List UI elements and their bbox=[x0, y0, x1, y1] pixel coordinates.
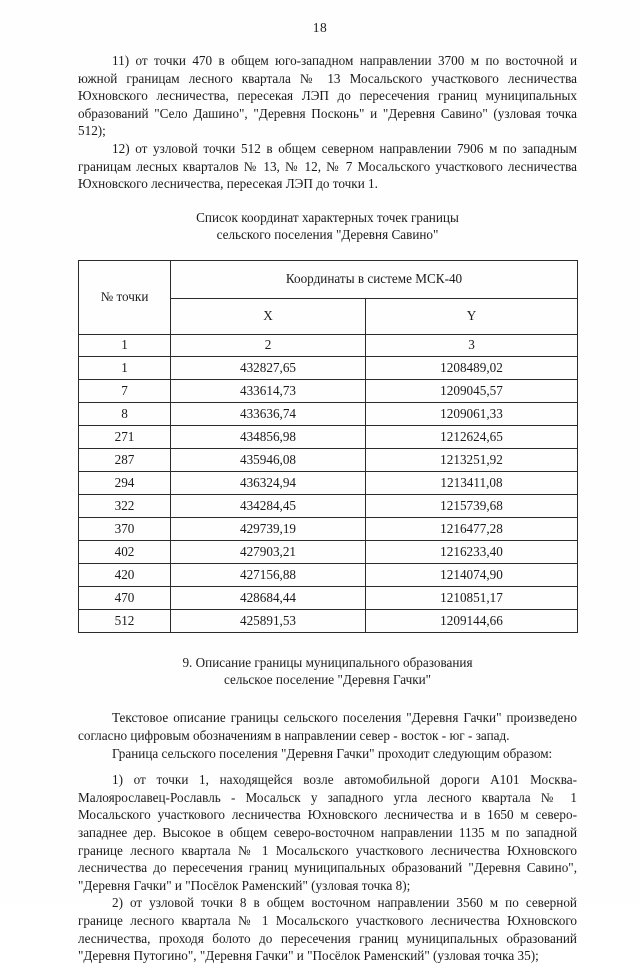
cell-y: 1213411,08 bbox=[366, 471, 578, 494]
cell-x: 433614,73 bbox=[171, 379, 366, 402]
cell-point-number: 370 bbox=[79, 517, 171, 540]
section-heading-line-2: сельское поселение "Деревня Гачки" bbox=[223, 671, 432, 687]
cell-point-number: 402 bbox=[79, 540, 171, 563]
cell-y: 1213251,92 bbox=[366, 448, 578, 471]
header-coordinate-group: Координаты в системе МСК-40 bbox=[171, 260, 578, 298]
section-heading-line-1: 9. Описание границы муниципального образования bbox=[182, 654, 473, 670]
table-body bbox=[79, 356, 578, 632]
column-number-2: 2 bbox=[171, 334, 366, 356]
cell-x: 433636,74 bbox=[171, 402, 366, 425]
page-content bbox=[78, 52, 577, 965]
paragraph-border-lead: Граница сельского поселения "Деревня Гачки" проходит следующим образом: bbox=[112, 745, 553, 761]
table-row bbox=[79, 517, 578, 540]
paragraph-item-2: 2) от узловой точки 8 в общем восточном направлении 3560 м по северной границе лесного квартала № 1 Мосальского участкового лесничества Юхновского лесничества, проходя болото до пересечения границ муниципальных образований "Деревня Путогино", "Деревня Гачки" и "Посёлок Раменский" (узловая точка 35); bbox=[78, 895, 577, 964]
spacer bbox=[78, 688, 577, 709]
table-row bbox=[79, 448, 578, 471]
cell-y: 1209144,66 bbox=[366, 609, 578, 632]
paragraph-item-11: 11) от точки 470 в общем юго-западном направлении 3700 м по восточной и южной границам лесного квартала № 13 Мосальского участкового лесничества Юхновского лесничества, пересекая ЛЭП до пересечения границ муниципальных образований "Село Дашино", "Деревня Посконь" и "Деревня Савино" (узловая точка 512); bbox=[78, 53, 577, 139]
table-row bbox=[79, 586, 578, 609]
cell-y: 1209061,33 bbox=[366, 402, 578, 425]
paragraph-intro-text: Текстовое описание границы сельского поселения "Деревня Гачки" произведено согласно цифровым обозначениям в направлении север - восток - юг - запад. bbox=[78, 710, 577, 743]
cell-x: 429739,19 bbox=[171, 517, 366, 540]
cell-y: 1216233,40 bbox=[366, 540, 578, 563]
cell-y: 1210851,17 bbox=[366, 586, 578, 609]
table-row bbox=[79, 425, 578, 448]
cell-x: 427903,21 bbox=[171, 540, 366, 563]
paragraph-item-1: 1) от точки 1, находящейся возле автомобильной дороги А101 Москва-Малоярославец-Рославль - Мосальск у западного угла лесного квартала № 1 Мосальского участкового лесничества Юхновского лесничества и в 1650 м северо-западнее дер. Высокое в общем северо-восточном направлении 1135 м по западной границе лесного квартала № 1 Мосальского участкового лесничества Юхновского лесничества до пересечения границ муниципальных образований "Деревня Савино", "Деревня Гачки" и "Посёлок Раменский" (узловая точка 8); bbox=[78, 772, 577, 893]
cell-x: 434284,45 bbox=[171, 494, 366, 517]
table-heading-line-1: Список координат характерных точек границы bbox=[196, 209, 459, 225]
cell-x: 425891,53 bbox=[171, 609, 366, 632]
coordinates-table bbox=[78, 260, 578, 633]
cell-y: 1208489,02 bbox=[366, 356, 578, 379]
cell-x: 436324,94 bbox=[171, 471, 366, 494]
cell-y: 1214074,90 bbox=[366, 563, 578, 586]
cell-point-number: 8 bbox=[79, 402, 171, 425]
spacer bbox=[78, 244, 577, 260]
cell-point-number: 294 bbox=[79, 471, 171, 494]
table-row bbox=[79, 356, 578, 379]
table-row bbox=[79, 540, 578, 563]
spacer bbox=[78, 193, 577, 209]
table-row bbox=[79, 379, 578, 402]
header-x: X bbox=[171, 298, 366, 334]
table-row bbox=[79, 563, 578, 586]
cell-y: 1209045,57 bbox=[366, 379, 578, 402]
cell-point-number: 1 bbox=[79, 356, 171, 379]
cell-y: 1215739,68 bbox=[366, 494, 578, 517]
header-point-number: № точки bbox=[79, 260, 171, 334]
cell-y: 1216477,28 bbox=[366, 517, 578, 540]
cell-point-number: 287 bbox=[79, 448, 171, 471]
table-column-number-row bbox=[79, 334, 578, 356]
cell-point-number: 512 bbox=[79, 609, 171, 632]
cell-x: 428684,44 bbox=[171, 586, 366, 609]
cell-point-number: 420 bbox=[79, 563, 171, 586]
table-row bbox=[79, 471, 578, 494]
column-number-1: 1 bbox=[79, 334, 171, 356]
cell-x: 432827,65 bbox=[171, 356, 366, 379]
header-y: Y bbox=[366, 298, 578, 334]
spacer bbox=[78, 762, 577, 771]
table-row bbox=[79, 609, 578, 632]
cell-y: 1212624,65 bbox=[366, 425, 578, 448]
cell-point-number: 7 bbox=[79, 379, 171, 402]
cell-point-number: 271 bbox=[79, 425, 171, 448]
table-header-row bbox=[79, 260, 578, 298]
table-heading-line-2: сельского поселения "Деревня Савино" bbox=[216, 227, 439, 243]
column-number-3: 3 bbox=[366, 334, 578, 356]
cell-point-number: 470 bbox=[79, 586, 171, 609]
table-row bbox=[79, 494, 578, 517]
paragraph-item-12: 12) от узловой точки 512 в общем северном направлении 7906 м по западным границам лесных кварталов № 13, № 12, № 7 Мосальского участкового лесничества Юхновского лесничества, пересекая ЛЭП до точки 1. bbox=[78, 140, 577, 192]
cell-point-number: 322 bbox=[79, 494, 171, 517]
table-head bbox=[79, 260, 578, 356]
spacer bbox=[78, 633, 577, 654]
table-row bbox=[79, 402, 578, 425]
page-number: 18 bbox=[312, 20, 328, 35]
cell-x: 435946,08 bbox=[171, 448, 366, 471]
cell-x: 427156,88 bbox=[171, 563, 366, 586]
cell-x: 434856,98 bbox=[171, 425, 366, 448]
